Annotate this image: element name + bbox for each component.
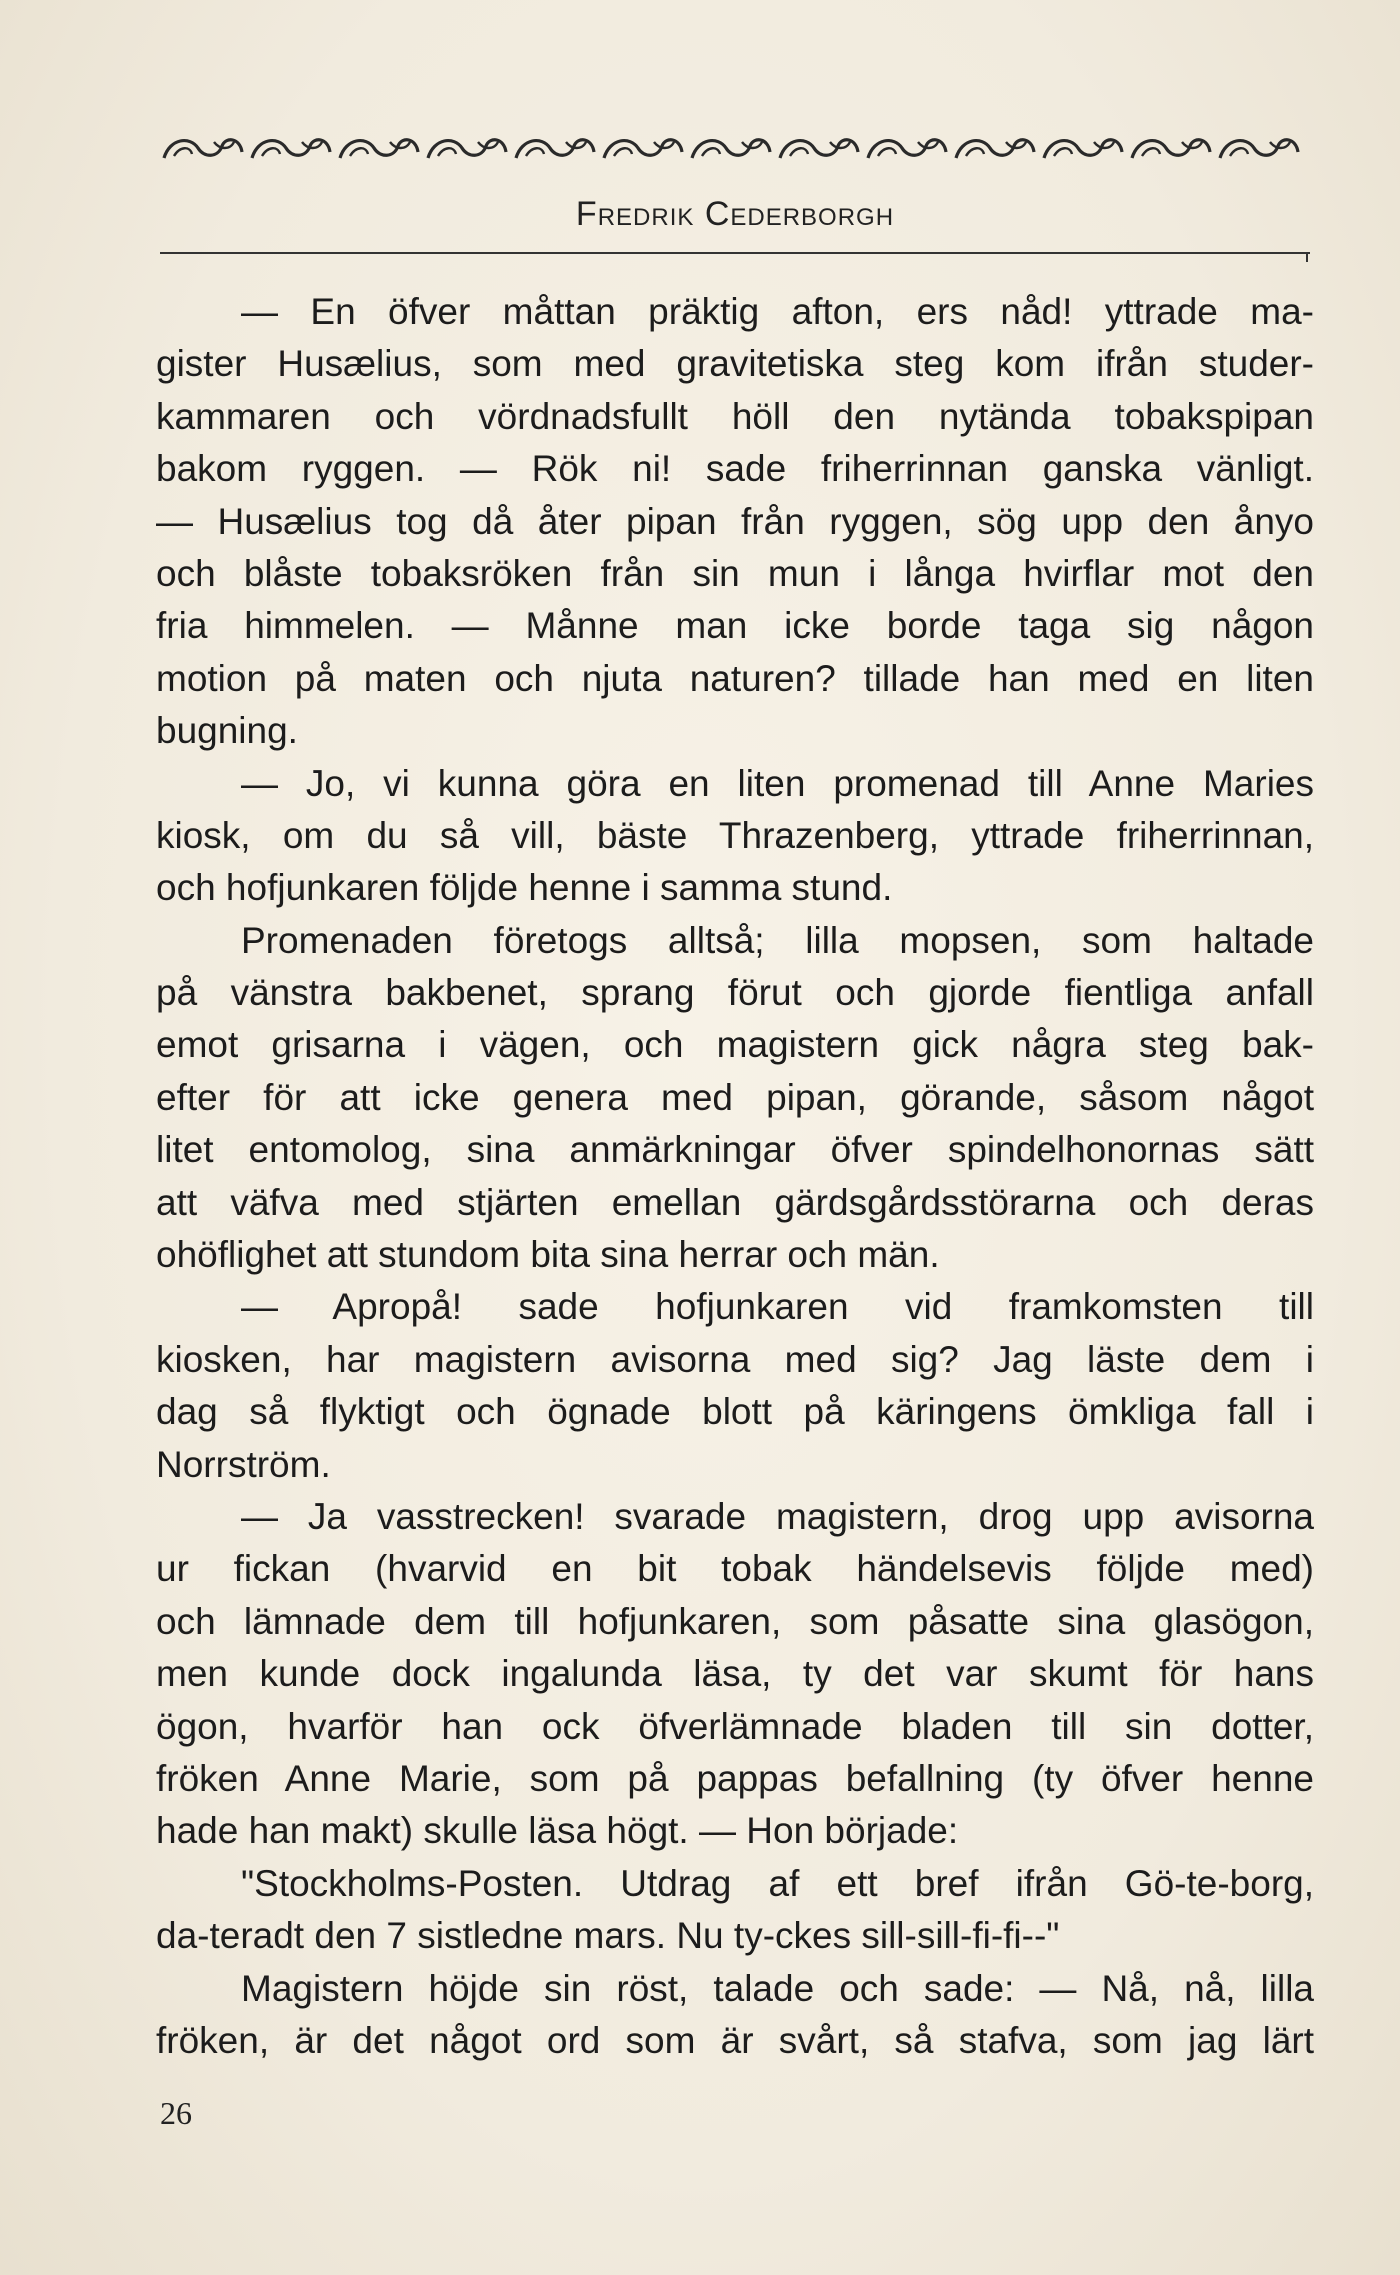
- text-line: hade han makt) skulle läsa högt. — Hon började:: [156, 1810, 959, 1852]
- text-line: bakom ryggen. — Rök ni! sade friherrinnan ganska vänligt.: [156, 448, 1314, 490]
- text-line: och lämnade dem till hofjunkaren, som påsatte sina glasögon,: [156, 1600, 1314, 1642]
- text-line: — Husælius tog då åter pipan från ryggen, sög upp den ånyo: [156, 500, 1314, 542]
- text-line: på vänstra bakbenet, sprang förut och gjorde fientliga anfall: [156, 972, 1314, 1014]
- text-line: Promenaden företogs alltså; lilla mopsen, som haltade: [241, 919, 1314, 961]
- text-line: fria himmelen. — Månne man icke borde taga sig någon: [156, 605, 1314, 647]
- text-line: bugning.: [156, 710, 298, 752]
- text-line: gister Husælius, som med gravitetiska steg kom ifrån studer-: [156, 343, 1314, 385]
- text-line: emot grisarna i vägen, och magistern gick några steg bak-: [156, 1024, 1314, 1066]
- text-line: men kunde dock ingalunda läsa, ty det var skumt för hans: [156, 1653, 1314, 1695]
- text-line: kammaren och vördnadsfullt höll den nytända tobakspipan: [156, 395, 1314, 437]
- text-line: "Stockholms-Posten. Utdrag af ett bref ifrån Gö-te-borg,: [241, 1862, 1314, 1904]
- text-line: kiosken, har magistern avisorna med sig? Jag läste dem i: [156, 1338, 1314, 1380]
- page-number: 26: [160, 2095, 192, 2131]
- text-line: och blåste tobaksröken från sin mun i långa hvirflar mot den: [156, 552, 1314, 594]
- text-line: efter för att icke genera med pipan, görande, såsom något: [156, 1076, 1314, 1118]
- running-head-title: Fredrik Cederborgh: [575, 195, 895, 233]
- text-line: Norrström.: [156, 1443, 331, 1485]
- text-line: dag så flyktigt och ögnade blott på käringens ömkliga fall i: [156, 1391, 1314, 1433]
- text-line: — Jo, vi kunna göra en liten promenad till Anne Maries: [241, 762, 1314, 804]
- header-rule: [160, 252, 1310, 254]
- running-head: [160, 195, 1310, 234]
- text-line: att väfva med stjärten emellan gärdsgårdsstörarna och deras: [156, 1181, 1314, 1223]
- text-line: litet entomolog, sina anmärkningar öfver spindelhonornas sätt: [156, 1129, 1314, 1171]
- text-line: ögon, hvarför han ock öfverlämnade bladen till sin dotter,: [156, 1705, 1314, 1747]
- text-line: ohöflighet att stundom bita sina herrar och män.: [156, 1234, 940, 1276]
- text-line: — En öfver måttan präktig afton, ers nåd! yttrade ma-: [241, 291, 1314, 332]
- text-line: fröken, är det något ord som är svårt, så stafva, som jag lärt: [156, 2019, 1314, 2061]
- header-rule-tick: [1306, 252, 1308, 262]
- text-line: — Apropå! sade hofjunkaren vid framkomsten till: [241, 1286, 1314, 1328]
- text-line: ur fickan (hvarvid en bit tobak händelsevis följde med): [156, 1548, 1314, 1590]
- text-line: och hofjunkaren följde henne i samma stund.: [156, 867, 893, 909]
- text-line: da-teradt den 7 sistledne mars. Nu ty-ckes sill-sill-fi-fi--": [156, 1915, 1060, 1957]
- scroll-wave-ornament-icon: [160, 130, 1310, 168]
- text-line: fröken Anne Marie, som på pappas befallning (ty öfver henne: [156, 1757, 1314, 1799]
- text-line: kiosk, om du så vill, bäste Thrazenberg, yttrade friherrinnan,: [156, 814, 1314, 856]
- body-text: [156, 286, 1314, 2067]
- text-line: motion på maten och njuta naturen? tillade han med en liten: [156, 657, 1314, 699]
- text-line: Magistern höjde sin röst, talade och sade: — Nå, nå, lilla: [241, 1967, 1314, 2009]
- text-line: — Ja vasstrecken! svarade magistern, drog upp avisorna: [241, 1495, 1314, 1537]
